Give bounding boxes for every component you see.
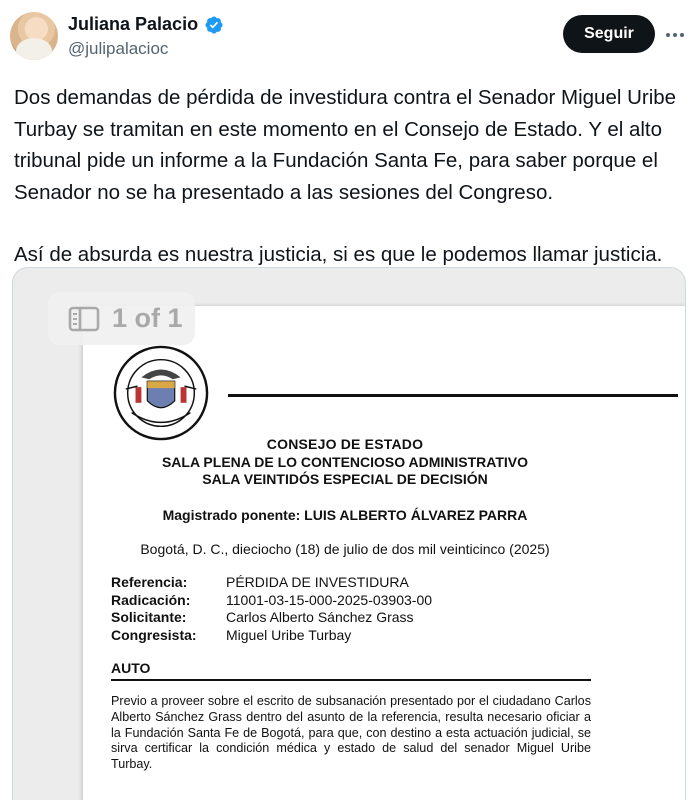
magistrado-name: LUIS ALBERTO ÁLVAREZ PARRA — [304, 507, 528, 523]
document-heading-2: SALA PLENA DE LO CONTENCIOSO ADMINISTRATIVO — [161, 454, 529, 470]
reference-value: 11001-03-15-000-2025-03903-00 — [226, 591, 433, 608]
reference-row — [111, 574, 432, 592]
consejo-de-estado-seal-icon — [112, 344, 210, 442]
reference-key: Referencia: — [111, 574, 188, 590]
more-options-icon[interactable] — [662, 22, 688, 48]
document-date: Bogotá, D. C., dieciocho (18) de julio de dos mil veinticinco (2025) — [140, 541, 550, 557]
tweet-paragraph: Así de absurda es nuestra justicia, si es que le podemos llamar justicia. — [14, 243, 663, 266]
magistrado-label: Magistrado ponente: — [162, 507, 301, 523]
magistrado-line — [70, 507, 620, 523]
reference-row — [111, 627, 432, 645]
document-heading-3: SALA VEINTIDÓS ESPECIAL DE DECISIÓN — [202, 471, 488, 487]
reference-key: Congresista: — [111, 626, 197, 643]
document-pages-icon — [68, 306, 100, 332]
reference-value: Miguel Uribe Turbay — [226, 626, 352, 643]
author-display-name[interactable]: Juliana Palacio — [68, 14, 199, 34]
page-indicator[interactable] — [48, 292, 195, 345]
auto-title: AUTO — [111, 660, 151, 676]
auto-body-text: Previo a proveer sobre el escrito de subsanación presentado por el ciudadano Carlos Alberto Sánchez Grass dentro del asunto de la referencia, resulta necesario oficiar a la Fundación Santa Fe de Bogotá, para que, con destino a esta actuación judicial, se sirva certificar la condición médica y estado de salud del senador Miguel Uribe Turbay. — [111, 694, 591, 772]
document-heading-1: CONSEJO DE ESTADO — [266, 436, 424, 452]
reference-value: Carlos Alberto Sánchez Grass — [226, 609, 414, 625]
tweet-text — [14, 82, 690, 271]
auto-rule — [111, 679, 591, 681]
reference-value: PÉRDIDA DE INVESTIDURA — [226, 574, 409, 590]
follow-button[interactable]: Seguir — [563, 15, 655, 53]
verified-badge-icon — [204, 15, 224, 35]
reference-key: Solicitante: — [111, 609, 187, 625]
reference-row — [111, 592, 432, 610]
tweet-header — [0, 0, 699, 70]
reference-key: Radicación: — [111, 591, 191, 608]
author-name-row — [68, 14, 224, 35]
page-indicator-label: 1 of 1 — [112, 303, 183, 333]
document-header-rule — [228, 394, 678, 397]
avatar[interactable] — [10, 12, 58, 60]
tweet-paragraph: Dos demandas de pérdida de investidura contra el Senador Miguel Uribe Turbay se tramitan en este momento en el Consejo de Estado. Y el alto tribunal pide un informe a la Fundación Santa Fe, para saber porque el Senador no se ha presentado a las sesiones del Congreso. — [14, 86, 677, 204]
reference-row — [111, 609, 432, 627]
reference-table — [111, 574, 432, 644]
author-handle[interactable]: @julipalacioc — [68, 39, 169, 58]
